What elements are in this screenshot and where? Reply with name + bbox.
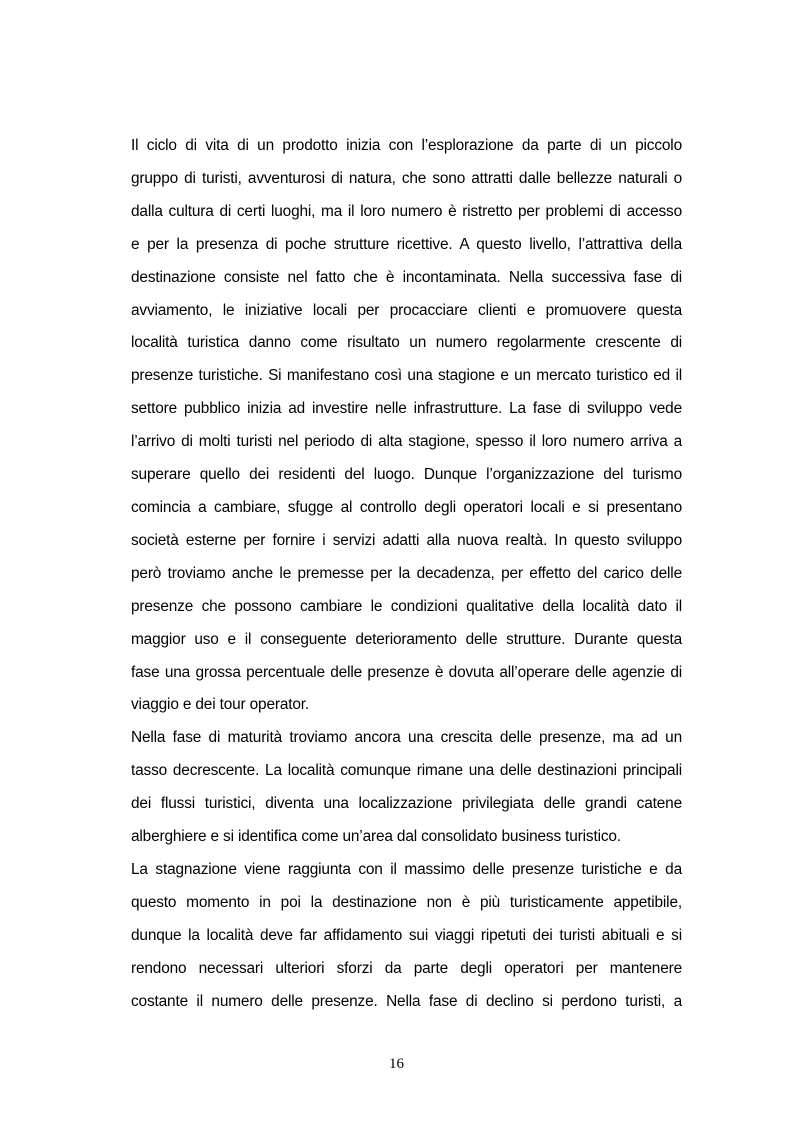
text-line: gruppo di turisti, avventurosi di natura, che sono attratti dalle bellezze naturali o <box>131 169 682 187</box>
text-line: costante il numero delle presenze. Nella fase di declino si perdono turisti, a <box>131 992 682 1010</box>
text-line: Il ciclo di vita di un prodotto inizia con l’esplorazione da parte di un piccolo <box>131 137 682 154</box>
text-line: fase una grossa percentuale delle presenze è dovuta all’operare delle agenzie di <box>131 663 682 681</box>
text-line: l’arrivo di molti turisti nel periodo di alta stagione, spesso il loro numero arriva a <box>131 433 682 451</box>
text-line: superare quello dei residenti del luogo. Dunque l’organizzazione del turismo <box>131 466 682 484</box>
text-line: comincia a cambiare, sfugge al controllo degli operatori locali e si presentano <box>131 498 682 516</box>
text-line: maggior uso e il conseguente deterioramento delle strutture. Durante questa <box>131 630 682 648</box>
body-text <box>131 130 682 1018</box>
text-line: però troviamo anche le premesse per la decadenza, per effetto del carico delle <box>131 564 682 582</box>
paragraph-stagnation <box>131 854 682 1019</box>
text-line: questo momento in poi la destinazione non è più turisticamente appetibile, <box>131 893 682 911</box>
text-line: dalla cultura di certi luoghi, ma il loro numero è ristretto per problemi di accesso <box>131 202 682 220</box>
text-line: società esterne per fornire i servizi adatti alla nuova realtà. In questo sviluppo <box>131 531 682 549</box>
text-line: località turistica danno come risultato un numero regolarmente crescente di <box>131 334 682 352</box>
text-line: destinazione consiste nel fatto che è incontaminata. Nella successiva fase di <box>131 268 682 286</box>
text-line: settore pubblico inizia ad investire nelle infrastrutture. La fase di sviluppo vede <box>131 400 682 418</box>
text-line: e per la presenza di poche strutture ricettive. A questo livello, l’attrattiva della <box>131 235 682 253</box>
text-line: alberghiere e si identifica come un’area dal consolidato business turistico. <box>131 828 621 846</box>
text-line: presenze turistiche. Si manifestano così una stagione e un mercato turistico ed il <box>131 367 682 385</box>
paragraph-maturity <box>131 722 682 854</box>
text-line: rendono necessari ulteriori sforzi da parte degli operatori per mantenere <box>131 959 682 977</box>
text-line: presenze che possono cambiare le condizioni qualitative della località dato il <box>131 597 682 615</box>
paragraph-life-cycle <box>131 130 682 722</box>
page-number: 16 <box>389 1056 404 1072</box>
text-line: dei flussi turistici, diventa una localizzazione privilegiata delle grandi catene <box>131 795 682 813</box>
text-line: tasso decrescente. La località comunque rimane una delle destinazioni principali <box>131 762 682 780</box>
text-line: La stagnazione viene raggiunta con il massimo delle presenze turistiche e da <box>131 860 682 878</box>
text-line: viaggio e dei tour operator. <box>131 696 310 714</box>
text-line: Nella fase di maturità troviamo ancora una crescita delle presenze, ma ad un <box>131 729 682 747</box>
text-line: avviamento, le iniziative locali per procacciare clienti e promuovere questa <box>131 301 682 319</box>
text-line: dunque la località deve far affidamento sui viaggi ripetuti dei turisti abituali e si <box>131 926 682 944</box>
